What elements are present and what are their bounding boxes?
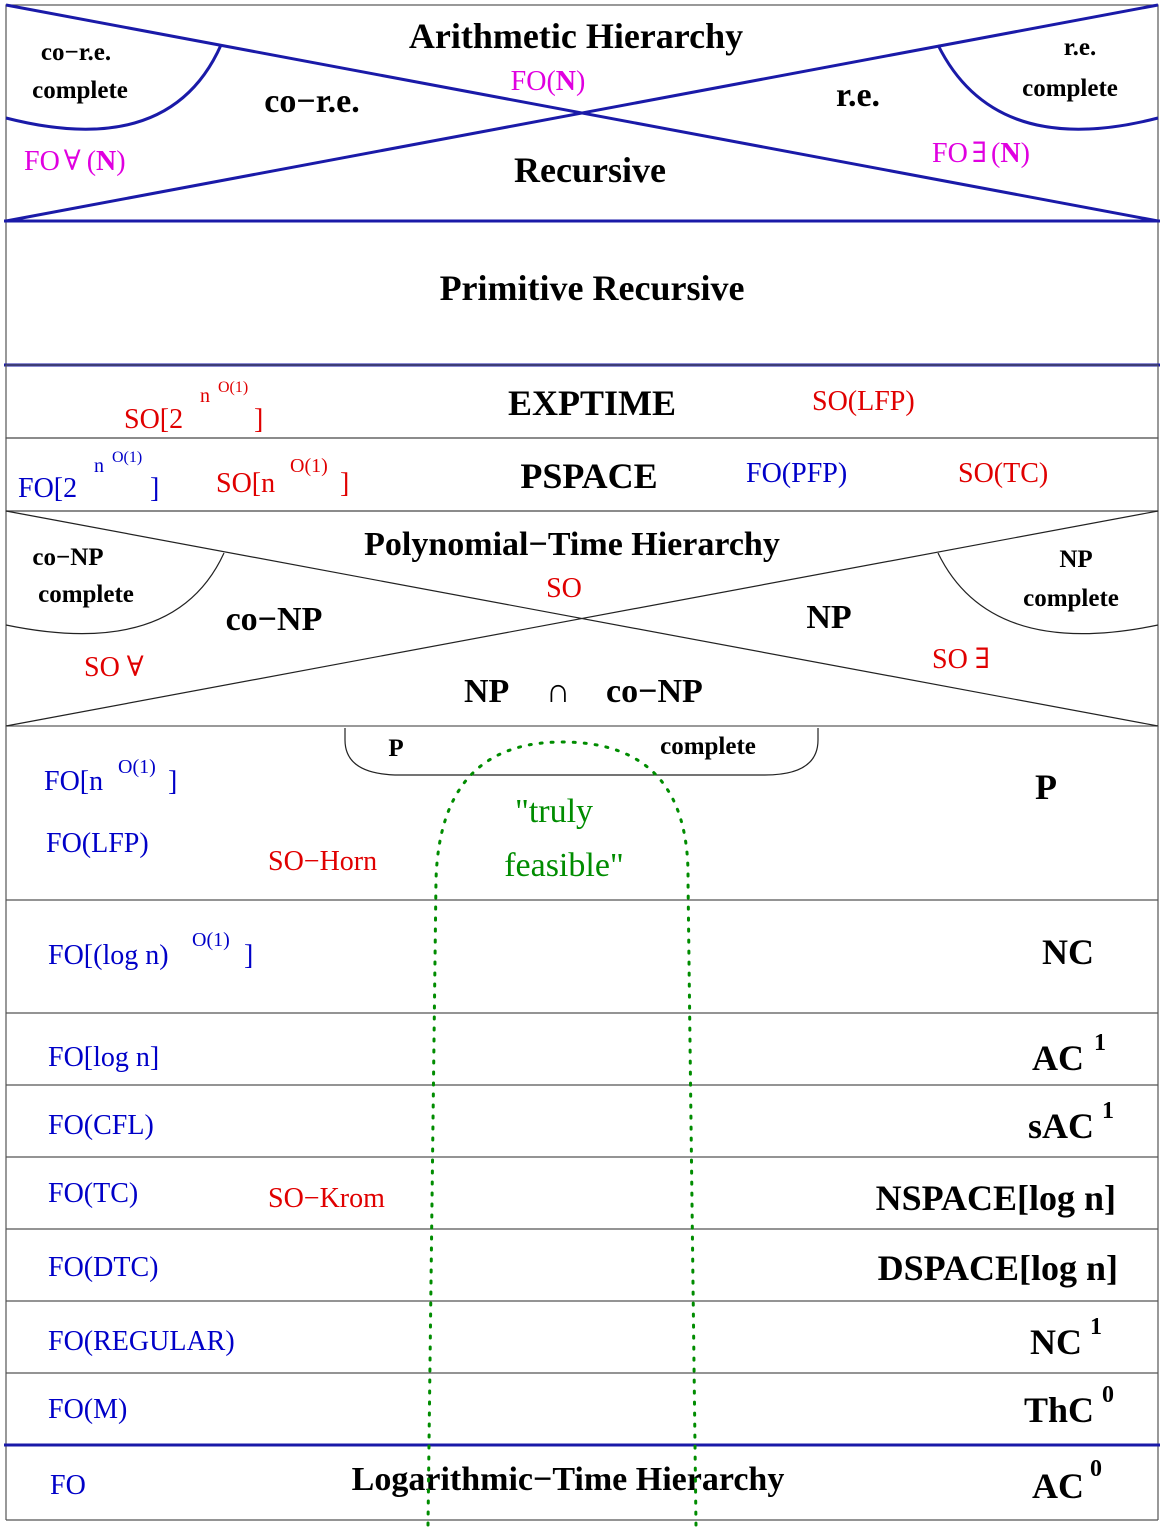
so-krom-label: SO−Krom [268,1183,385,1214]
np-complete-label-2: complete [1023,585,1119,612]
truly-feasible-label-1: "truly [514,793,594,830]
nc1-logic-label: FO(REGULAR) [48,1326,235,1357]
dspace-logic-label: FO(DTC) [48,1252,159,1283]
sac1-label: sAC 1 [1028,1098,1114,1146]
ac1-label: AC 1 [1032,1030,1106,1078]
so-exp-label: SO[2n O(1)] [124,379,264,435]
re-complete-label-1: r.e. [1063,34,1097,61]
np-complete-label-1: NP [1059,546,1093,573]
thc0-logic-label: FO(M) [48,1394,128,1425]
core-complete-label-2: complete [32,77,128,104]
conp-label: co−NP [225,601,323,638]
nc-logic-label: FO[(log n) O(1) ] [48,929,254,971]
p-complete-label-1: P [388,735,404,762]
so-tc-label: SO(TC) [958,458,1049,489]
nc1-label: NC 1 [1030,1314,1102,1362]
core-label: co−r.e. [264,83,360,120]
nspace-logic-label: FO(TC) [48,1178,139,1209]
pspace-label: PSPACE [520,456,658,496]
fo-lfp-label: FO(LFP) [46,828,149,859]
np-label: NP [806,599,852,636]
fo-forall-n-label: FO ∀ (N) [24,146,126,177]
p-class-label: P [1035,767,1057,807]
so-horn-label: SO−Horn [268,846,378,877]
ph-title: Polynomial−Time Hierarchy [364,526,780,563]
so-forall-label: SO ∀ [84,652,144,683]
fo-n-label: FO(N) [510,66,586,97]
conp-complete-label-2: complete [38,581,134,608]
ac1-logic-label: FO[log n] [48,1042,160,1073]
ac0-label: AC 0 [1032,1456,1102,1506]
truly-feasible-label-2: feasible" [504,847,624,884]
lth-label: Logarithmic−Time Hierarchy [351,1461,785,1498]
lth-logic-label: FO [50,1470,86,1501]
recursive-label: Recursive [514,150,666,190]
nc-label: NC [1042,932,1094,972]
so-lfp-label: SO(LFP) [812,386,915,417]
exptime-box [6,365,1158,438]
exptime-label: EXPTIME [507,383,677,423]
p-section [6,726,1158,1520]
re-complete-label-2: complete [1022,75,1118,102]
fo-exp-label: FO[2n O(1)] [18,449,160,504]
polynomial-hierarchy-box [6,511,1158,726]
p-complete-label-2: complete [660,733,756,760]
pspace-box [6,438,1158,511]
fo-poly-label: FO[n O(1) ] [44,756,178,797]
np-intersect-conp-label: NP ∩ co−NP [464,673,703,710]
lower-rows [4,900,1160,1520]
conp-complete-label-1: co−NP [32,544,104,571]
core-complete-label-1: co−r.e. [40,39,112,66]
fo-exists-n-label: FO ∃ (N) [932,138,1030,169]
sac1-logic-label: FO(CFL) [48,1110,154,1141]
arithmetic-title: Arithmetic Hierarchy [408,16,744,56]
arithmetic-hierarchy-box [6,5,1158,221]
thc0-label: ThC 0 [1024,1382,1114,1430]
primitive-recursive-box [4,221,1160,365]
primitive-recursive-label: Primitive Recursive [439,268,745,308]
so-poly-label: SO[nO(1)] [216,455,350,499]
dspace-label: DSPACE[log n] [877,1248,1118,1288]
so-exists-label: SO ∃ [932,644,990,675]
re-label: r.e. [835,77,881,114]
so-label: SO [546,573,582,604]
fo-pfp-label: FO(PFP) [746,458,848,489]
nspace-label: NSPACE[log n] [875,1178,1116,1218]
